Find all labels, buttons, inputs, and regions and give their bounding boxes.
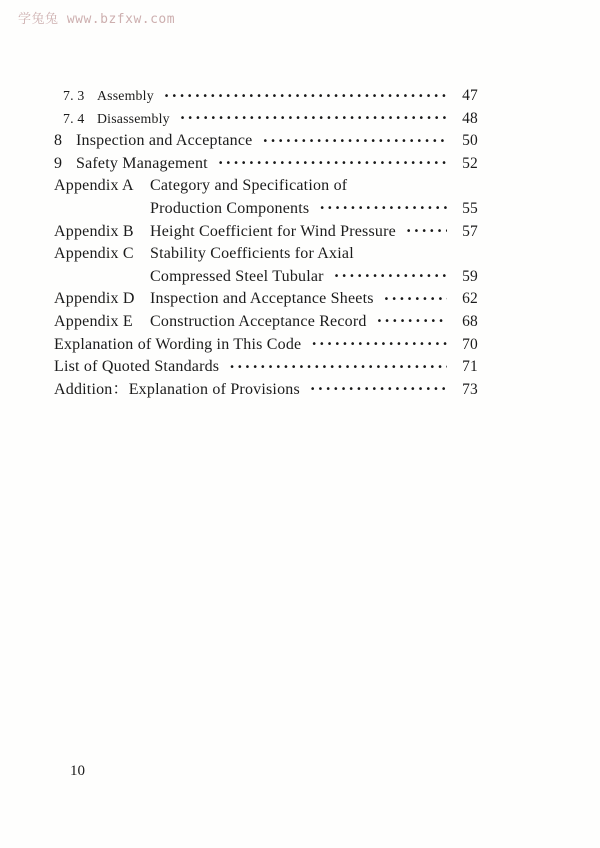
appendix-label: Appendix B [54,222,134,240]
toc-entry-page: 55 [462,199,478,217]
toc-entry-page: 62 [462,290,478,308]
toc-entry-title: Compressed Steel Tubular [150,267,324,285]
dot-leader [334,266,447,291]
toc-entry-title: Safety Management [76,154,208,172]
toc-entry-page: 59 [462,267,478,285]
dot-leader [218,153,447,178]
dot-leader [180,108,447,133]
dot-leader [229,356,447,381]
toc-entry-title: Explanation of Wording in This Code [54,335,302,353]
toc-entry-page: 57 [462,222,478,240]
toc-entry-page: 70 [462,335,478,353]
toc-entry-number: 7. 4 [63,110,85,126]
toc-row [54,130,478,153]
toc-row [54,334,478,357]
toc-entry-title: Inspection and Acceptance [76,132,253,150]
dot-leader [319,198,447,223]
toc-row [54,221,478,244]
toc-row [54,175,478,198]
toc-entry-title: Addition：Explanation of Provisions [54,380,300,398]
toc-entry-title: Disassembly [97,110,170,126]
dot-leader [311,334,447,359]
appendix-label: Appendix A [54,177,134,195]
toc-entry-page: 52 [462,154,478,172]
toc-entry-title: Stability Coefficients for Axial [150,245,354,263]
toc-entry-title: List of Quoted Standards [54,358,220,376]
toc-entry-title: Inspection and Acceptance Sheets [150,290,374,308]
dot-leader [310,379,447,404]
dot-leader [377,311,447,336]
toc-entry-page: 47 [462,87,478,104]
toc-entry-page: 71 [462,358,478,376]
toc-entry-title: Construction Acceptance Record [150,312,367,330]
appendix-label: Appendix D [54,290,135,308]
toc-row [54,311,478,334]
toc-row-continuation [54,266,478,289]
toc-entry-page: 73 [462,380,478,398]
toc-row [54,288,478,311]
toc-entry-title: Production Components [150,199,310,217]
toc-entry-title: Category and Specification of [150,177,348,195]
table-of-contents [54,85,478,401]
dot-leader [164,85,447,110]
toc-row [54,85,478,108]
toc-entry-number: 7. 3 [63,88,85,103]
toc-entry-page: 68 [462,312,478,330]
appendix-label: Appendix C [54,245,134,263]
dot-leader [406,221,447,246]
toc-row [54,356,478,379]
toc-row [54,153,478,176]
appendix-label: Appendix E [54,312,133,330]
toc-row-continuation [54,198,478,221]
toc-row [54,379,478,402]
toc-entry-title: Assembly [97,88,154,103]
toc-entry-number: 8 [54,132,63,150]
watermark-text: 学兔兔 www.bzfxw.com [18,12,176,27]
toc-entry-number: 9 [54,154,63,172]
dot-leader [384,288,447,313]
toc-entry-title: Height Coefficient for Wind Pressure [150,222,396,240]
dot-leader [262,130,447,155]
toc-row [54,108,478,131]
toc-entry-page: 50 [462,132,478,150]
footer-page-number: 10 [70,763,85,779]
toc-entry-page: 48 [462,109,478,127]
toc-row [54,243,478,266]
